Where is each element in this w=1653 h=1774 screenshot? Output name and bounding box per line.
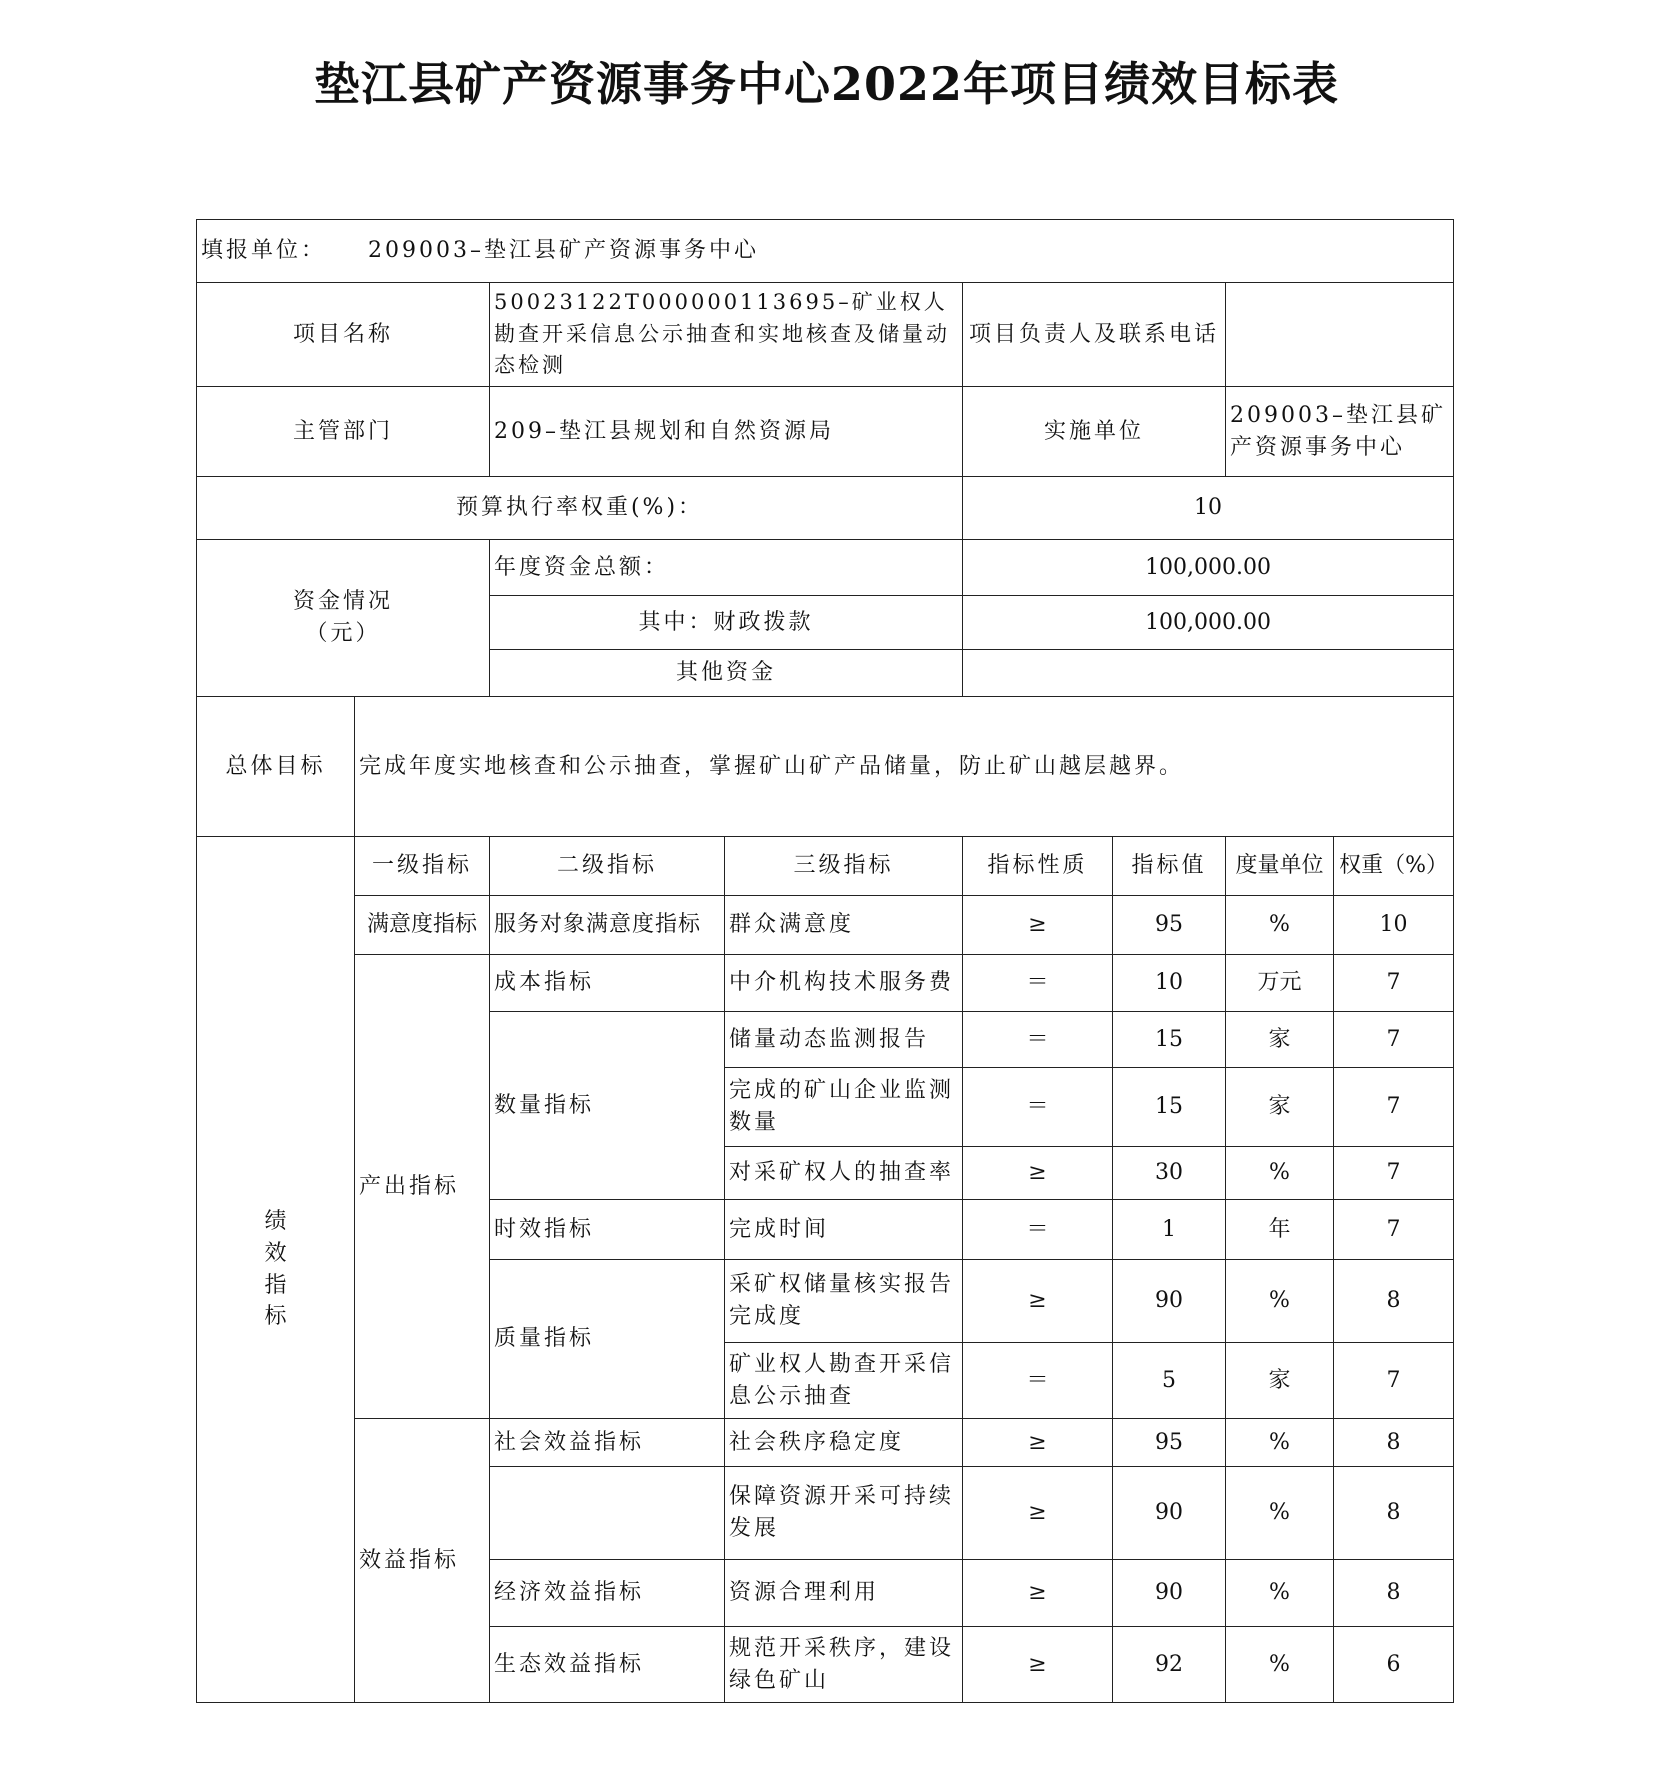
indicator-weight: 7 <box>1334 1343 1454 1419</box>
indicator-value: 30 <box>1113 1147 1226 1200</box>
indicator-unit: % <box>1226 1419 1334 1467</box>
indicator-op: ≥ <box>963 1419 1113 1467</box>
filler-value: 209003–垫江县矿产资源事务中心 <box>367 238 759 264</box>
funds-label <box>197 540 490 697</box>
funds-fiscal-label: 其中：财政拨款 <box>490 596 963 650</box>
indicator-unit: 家 <box>1226 1012 1334 1068</box>
indicator-op: ＝ <box>963 1068 1113 1147</box>
indicator-unit: % <box>1226 1627 1334 1703</box>
budget-rate-label: 预算执行率权重(%)： <box>197 477 963 540</box>
subgroup-timeliness: 时效指标 <box>490 1200 725 1260</box>
indicator-weight: 7 <box>1334 955 1454 1012</box>
project-contact-value <box>1226 283 1454 387</box>
group-satisfaction: 满意度指标 <box>355 896 490 955</box>
dept-label: 主管部门 <box>197 387 490 477</box>
indicator-weight: 8 <box>1334 1560 1454 1627</box>
filler-label: 填报单位： <box>201 238 327 264</box>
indicator-value: 15 <box>1113 1012 1226 1068</box>
indicator-name: 保障资源开采可持续发展 <box>725 1467 963 1560</box>
funds-other-label: 其他资金 <box>490 650 963 697</box>
subgroup-quantity: 数量指标 <box>490 1012 725 1200</box>
indicator-value: 1 <box>1113 1200 1226 1260</box>
indicator-unit: 家 <box>1226 1343 1334 1419</box>
indicator-value: 10 <box>1113 955 1226 1012</box>
indicator-op: ＝ <box>963 1343 1113 1419</box>
subgroup-blank <box>490 1467 725 1560</box>
group-benefit: 效益指标 <box>355 1419 490 1703</box>
indicator-op: ≥ <box>963 1627 1113 1703</box>
project-name-value: 50023122T000000113695–矿业权人勘查开采信息公示抽查和实地核查及储量动态检测 <box>490 283 963 387</box>
indicator-name: 群众满意度 <box>725 896 963 955</box>
indicator-op: ≥ <box>963 1260 1113 1343</box>
indicator-unit: % <box>1226 1467 1334 1560</box>
table-row <box>197 896 1454 955</box>
subgroup-social: 社会效益指标 <box>490 1419 725 1467</box>
indicator-name: 储量动态监测报告 <box>725 1012 963 1068</box>
indicator-weight: 8 <box>1334 1467 1454 1560</box>
indicator-weight: 8 <box>1334 1260 1454 1343</box>
indicator-name: 完成时间 <box>725 1200 963 1260</box>
performance-table <box>196 219 1454 1703</box>
subgroup-service: 服务对象满意度指标 <box>490 896 725 955</box>
indicator-unit: 家 <box>1226 1068 1334 1147</box>
indicator-unit: % <box>1226 1260 1334 1343</box>
funds-fiscal-value: 100,000.00 <box>963 596 1454 650</box>
indicator-weight: 10 <box>1334 896 1454 955</box>
goal-label: 总体目标 <box>197 697 355 837</box>
indicator-op: ＝ <box>963 1200 1113 1260</box>
goal-value: 完成年度实地核查和公示抽查，掌握矿山矿产品储量，防止矿山越层越界。 <box>355 697 1454 837</box>
indicator-weight: 7 <box>1334 1068 1454 1147</box>
funds-total-label: 年度资金总额： <box>490 540 963 596</box>
indicator-weight: 7 <box>1334 1147 1454 1200</box>
header-nature: 指标性质 <box>963 837 1113 896</box>
indicator-name: 完成的矿山企业监测数量 <box>725 1068 963 1147</box>
indicator-op: ≥ <box>963 896 1113 955</box>
indicator-name: 资源合理利用 <box>725 1560 963 1627</box>
table-row <box>197 1419 1454 1467</box>
indicator-value: 90 <box>1113 1560 1226 1627</box>
indicator-value: 95 <box>1113 1419 1226 1467</box>
budget-rate-value: 10 <box>963 477 1454 540</box>
indicator-op: ＝ <box>963 1012 1113 1068</box>
indicator-value: 15 <box>1113 1068 1226 1147</box>
indicator-unit: 年 <box>1226 1200 1334 1260</box>
indicator-weight: 7 <box>1334 1200 1454 1260</box>
section-char: 标 <box>264 1304 287 1330</box>
filler-row <box>197 220 1454 283</box>
header-level2: 二级指标 <box>490 837 725 896</box>
funds-other-value <box>963 650 1454 697</box>
header-level1: 一级指标 <box>355 837 490 896</box>
subgroup-quality: 质量指标 <box>490 1260 725 1419</box>
indicator-op: ≥ <box>963 1467 1113 1560</box>
header-level3: 三级指标 <box>725 837 963 896</box>
funds-unit: （元） <box>305 621 381 646</box>
indicator-unit: % <box>1226 896 1334 955</box>
indicator-weight: 6 <box>1334 1627 1454 1703</box>
group-output: 产出指标 <box>355 955 490 1419</box>
impl-unit-label: 实施单位 <box>963 387 1226 477</box>
page-title: 垫江县矿产资源事务中心2022年项目绩效目标表 <box>313 57 1340 111</box>
indicator-value: 90 <box>1113 1467 1226 1560</box>
indicator-op: ≥ <box>963 1147 1113 1200</box>
indicator-op: ≥ <box>963 1560 1113 1627</box>
indicators-section-label <box>197 837 355 1703</box>
indicator-op: ＝ <box>963 955 1113 1012</box>
section-char: 效 <box>264 1240 287 1266</box>
dept-value: 209–垫江县规划和自然资源局 <box>490 387 963 477</box>
funds-total-value: 100,000.00 <box>963 540 1454 596</box>
indicator-value: 92 <box>1113 1627 1226 1703</box>
project-name-label: 项目名称 <box>197 283 490 387</box>
header-value: 指标值 <box>1113 837 1226 896</box>
indicator-value: 95 <box>1113 896 1226 955</box>
funds-label-text: 资金情况 <box>292 589 393 615</box>
subgroup-economic: 经济效益指标 <box>490 1560 725 1627</box>
indicator-unit: % <box>1226 1147 1334 1200</box>
header-weight: 权重（%） <box>1334 837 1454 896</box>
section-char: 指 <box>264 1272 287 1298</box>
indicator-value: 90 <box>1113 1260 1226 1343</box>
table-row <box>197 955 1454 1012</box>
indicator-name: 规范开采秩序，建设绿色矿山 <box>725 1627 963 1703</box>
project-contact-label: 项目负责人及联系电话 <box>963 283 1226 387</box>
indicator-name: 社会秩序稳定度 <box>725 1419 963 1467</box>
header-unit: 度量单位 <box>1226 837 1334 896</box>
indicator-name: 对采矿权人的抽查率 <box>725 1147 963 1200</box>
indicator-unit: % <box>1226 1560 1334 1627</box>
indicator-unit: 万元 <box>1226 955 1334 1012</box>
impl-unit-value: 209003–垫江县矿产资源事务中心 <box>1226 387 1454 477</box>
indicator-weight: 8 <box>1334 1419 1454 1467</box>
subgroup-cost: 成本指标 <box>490 955 725 1012</box>
indicator-value: 5 <box>1113 1343 1226 1419</box>
indicator-name: 矿业权人勘查开采信息公示抽查 <box>725 1343 963 1419</box>
subgroup-ecological: 生态效益指标 <box>490 1627 725 1703</box>
indicator-weight: 7 <box>1334 1012 1454 1068</box>
indicator-name: 采矿权储量核实报告完成度 <box>725 1260 963 1343</box>
section-char: 绩 <box>264 1208 287 1234</box>
indicator-name: 中介机构技术服务费 <box>725 955 963 1012</box>
